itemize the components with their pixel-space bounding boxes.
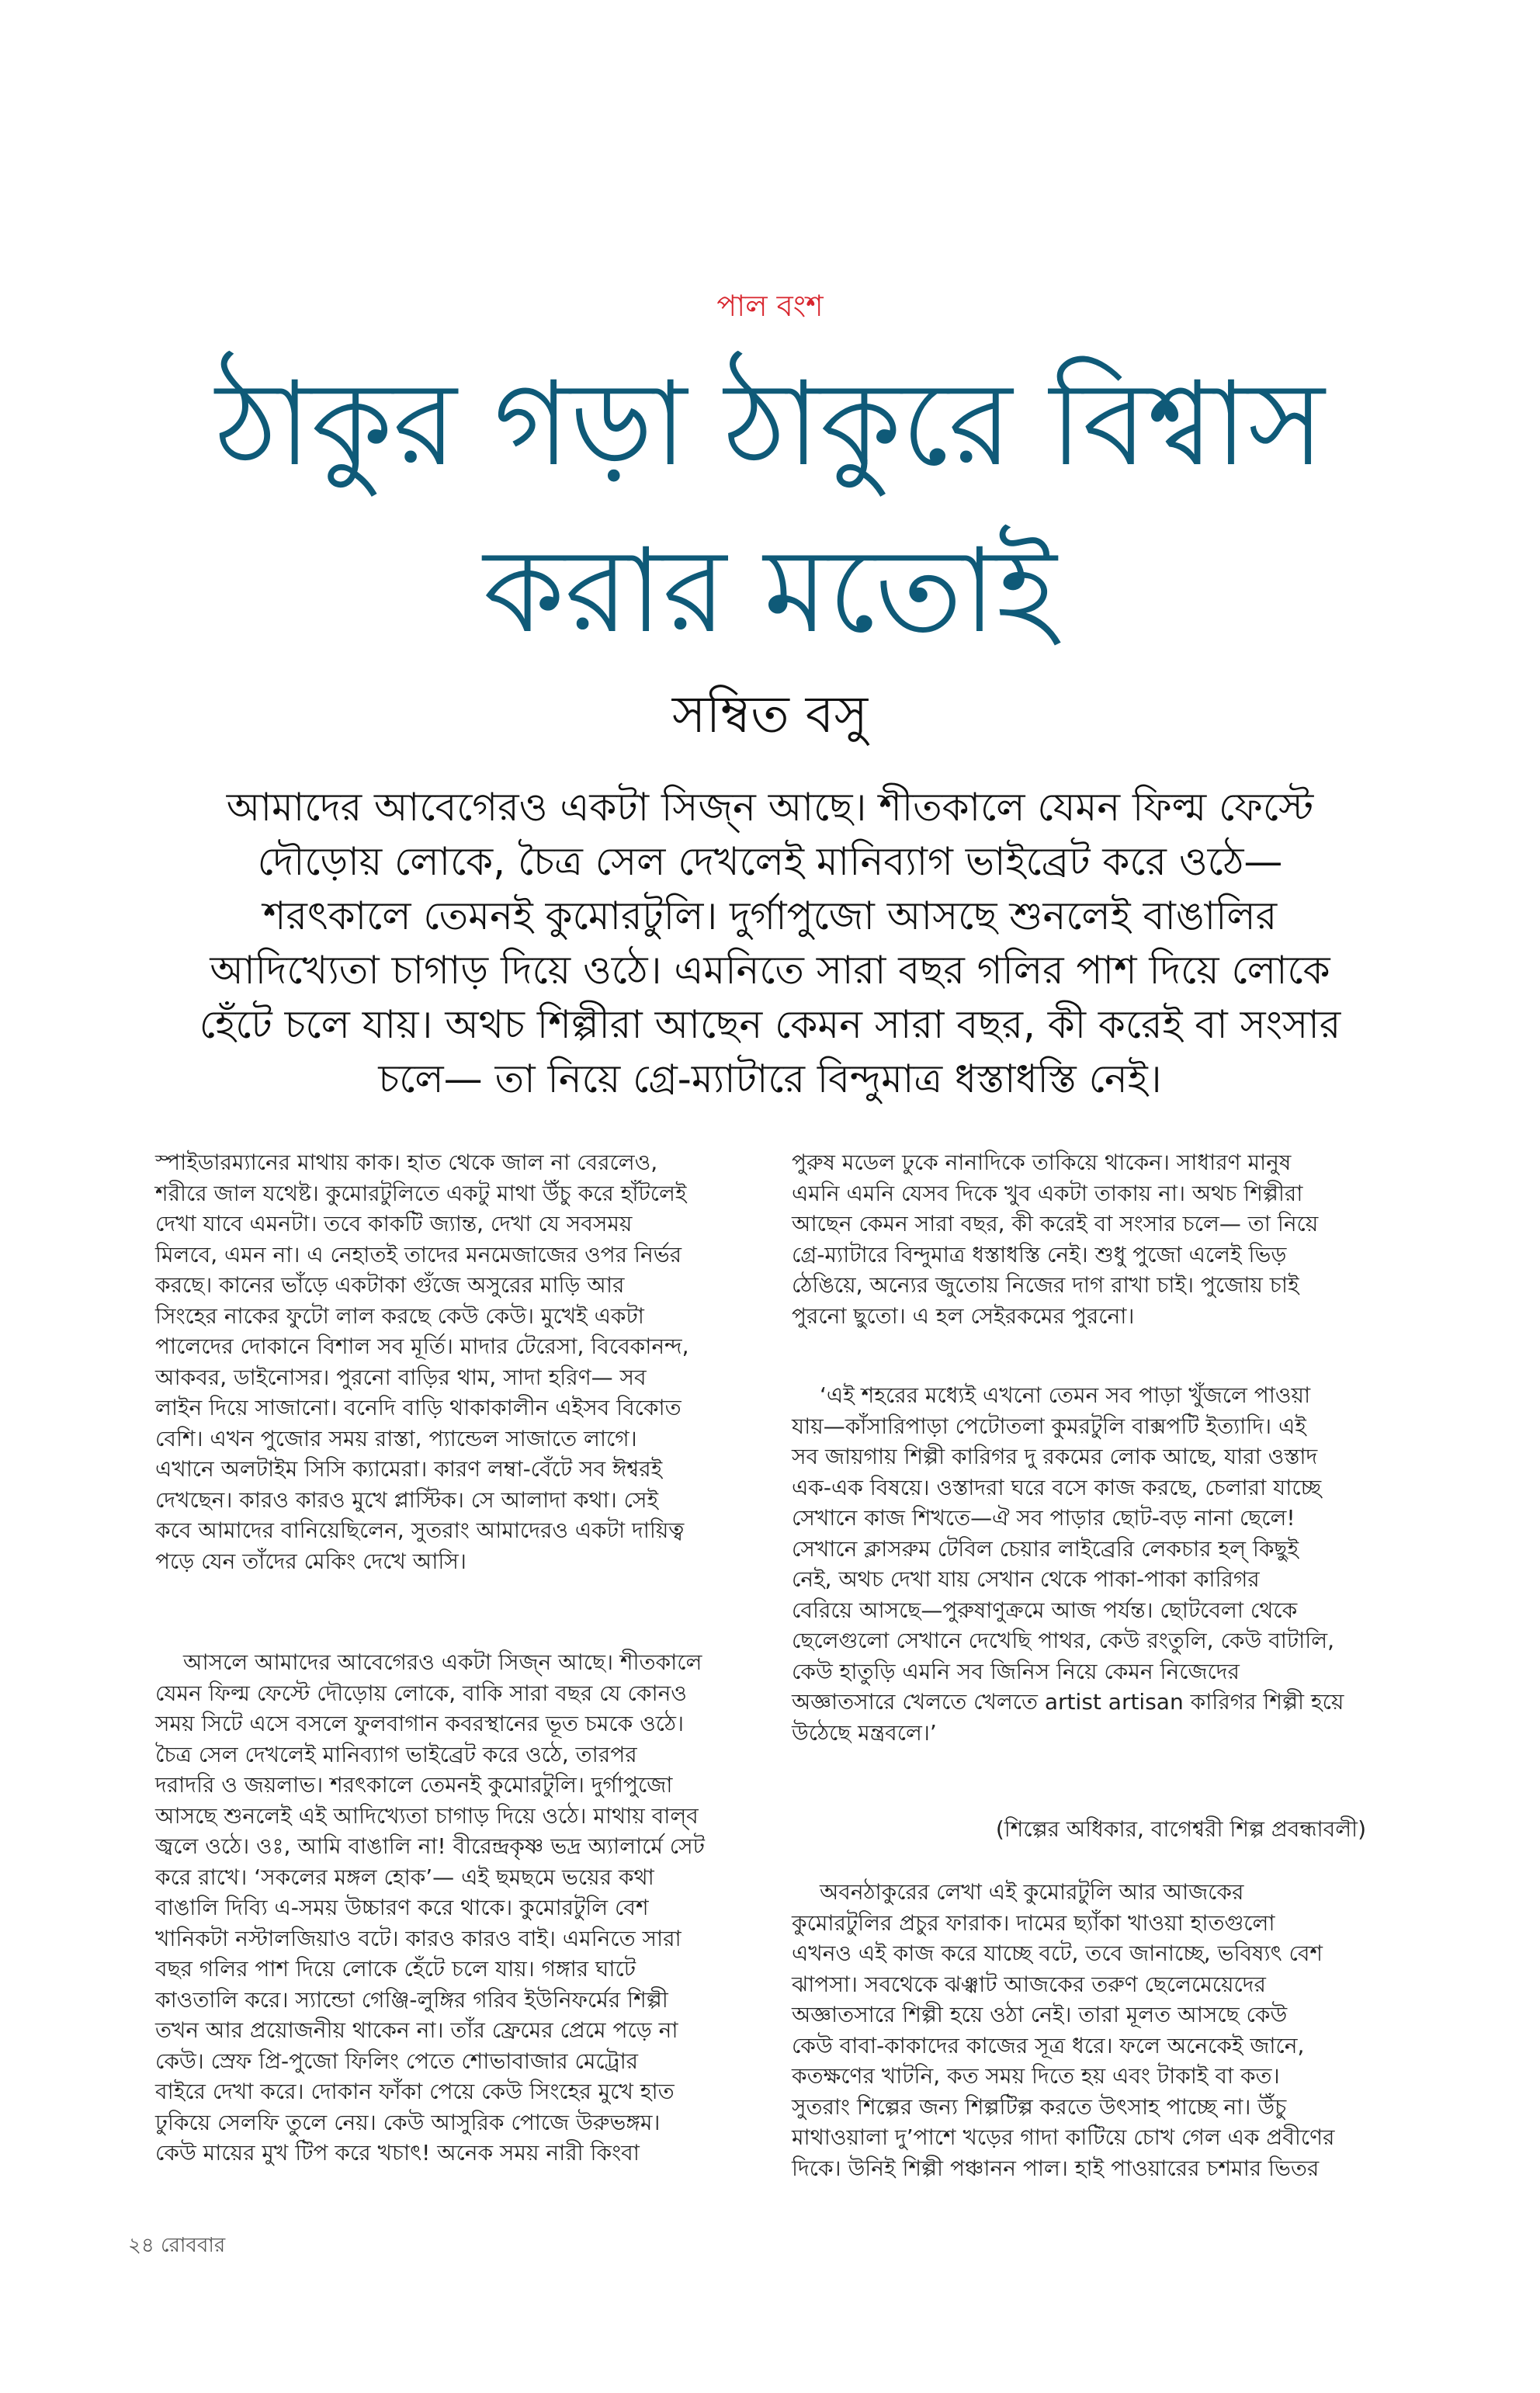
body-text-line: লাইন দিয়ে সাজানো। বনেদি বাড়ি থাকাকালীন এইসব বিকোত — [155, 1395, 682, 1420]
body-text-line: চৈত্র সেল দেখলেই মানিব্যাগ ভাইব্রেট করে ওঠে, তারপর — [155, 1741, 637, 1767]
body-text-line: পালেদের দোকানে বিশাল সব মূর্তি। মাদার টেরেসা, বিবেকানন্দ, — [155, 1333, 689, 1359]
intro-line: শরৎকালে তেমনই কুমোরটুলি। দুর্গাপুজো আসছে শুনলেই বাঙালির — [262, 893, 1278, 938]
body-text-line: মিলবে, এমন না। এ নেহাতই তাদের মনমেজাজের ওপর নির্ভর — [155, 1241, 682, 1268]
author-byline: সম্বিত বসু — [671, 685, 869, 744]
body-text-line: দিকে। উনিই শিল্পী পঞ্চানন পাল। হাই পাওয়ারের চশমার ভিতর — [792, 2155, 1320, 2181]
body-text-line: বেরিয়ে আসছে—পুরুষাণুক্রমে আজ পর্যন্ত। ছোটবেলা থেকে — [792, 1597, 1298, 1623]
body-text-line: করছে। কানের ভাঁড়ে একটাকা গুঁজে অসুরের মাড়ি আর — [155, 1272, 625, 1298]
body-text-line: ঝাপসা। সবথেকে ঝঞ্ঝাট আজকের তরুণ ছেলেমেয়েদের — [792, 1971, 1266, 1997]
intro-line: দৌড়োয় লোকে, চৈত্র সেল দেখলেই মানিব্যাগ ভাইব্রেট করে ওঠে— — [257, 839, 1283, 884]
body-text-line: অবনঠাকুরের লেখা এই কুমোরটুলি আর আজকের — [820, 1879, 1244, 1905]
body-text-line: ছেলেগুলো সেখানে দেখেছি পাথর, কেউ রংতুলি, কেউ বাটালি, — [792, 1628, 1334, 1653]
article-title — [0, 342, 1540, 675]
body-text-line: বাঙালি দিব্যি এ-সময় উচ্চারণ করে থাকে। কুমোরটুলি বেশ — [155, 1895, 649, 1920]
body-text-line: পড়ে যেন তাঁদের মেকিং দেখে আসি। — [155, 1548, 467, 1574]
right-col-para-3 — [792, 1877, 1334, 2183]
body-text-line: উঠেছে মন্ত্রবলে।’ — [792, 1719, 937, 1746]
body-text-line: আসলে আমাদের আবেগেরও একটা সিজ্‌ন আছে। শীতকালে — [183, 1649, 702, 1675]
body-text-line: আসছে শুনলেই এই আদিখ্যেতা চাগাড় দিয়ে ওঠে। মাথায় বাল্‌ব — [155, 1802, 699, 1829]
body-text-line: আকবর, ডাইনোসর। পুরনো বাড়ির থাম, সাদা হরিণ— সব — [155, 1364, 647, 1390]
body-text-line: বেশি। এখন পুজোর সময় রাস্তা, প্যান্ডেল সাজাতে লাগে। — [155, 1425, 637, 1451]
quote-citation: (শিল্পের অধিকার, বাগেশ্বরী শিল্প প্রবন্ধাবলী) — [995, 1816, 1366, 1842]
body-text-line: সব জায়গায় শিল্পী কারিগর দু রকমের লোক আছে, যারা ওস্তাদ — [792, 1444, 1318, 1469]
body-text-line: সুতরাং শিল্পের জন্য শিল্পটিল্প করতে উৎসাহ পাচ্ছে না। উঁচু — [792, 2093, 1287, 2120]
body-text-line: মাথাওয়ালা দু’পাশে খড়ের গাদা কাটিয়ে চোখ গেল এক প্রবীণের — [792, 2124, 1335, 2150]
intro-line: আদিখ্যেতা চাগাড় দিয়ে ওঠে। এমনিতে সারা বছর গলির পাশ দিয়ে লোকে — [210, 948, 1330, 993]
body-text-line: দেখা যাবে এমনটা। তবে কাকটি জ্যান্ত, দেখা যে সবসময় — [155, 1211, 633, 1236]
section-kicker: পাল বংশ — [716, 289, 824, 323]
body-text-line: সেখানে কাজ শিখতে—ঐ সব পাড়ার ছোট-বড় নানা ছেলে! — [792, 1505, 1295, 1531]
body-text-line: জ্বলে ওঠে। ওঃ, আমি বাঙালি না! বীরেন্দ্রকৃষ্ণ ভদ্র অ্যালার্মে সেট — [155, 1833, 705, 1859]
body-text-line: তখন আর প্রয়োজনীয় থাকেন না। তাঁর ফ্রেমের প্রেমে পড়ে না — [155, 2017, 678, 2043]
body-text-line: গ্রে-ম্যাটারে বিন্দুমাত্র ধস্তাধস্তি নেই। শুধু পুজো এলেই ভিড় — [792, 1241, 1287, 1268]
body-text-line: বাইরে দেখা করে। দোকান ফাঁকা পেয়ে কেউ সিংহের মুখে হাত — [155, 2079, 675, 2104]
body-text-line: পুরনো ছুতো। এ হল সেইরকমের পুরনো। — [792, 1302, 1135, 1329]
body-text-line: করে রাখে। ‘সকলের মঙ্গল হোক’— এই ছমছমে ভয়ের কথা — [155, 1864, 654, 1890]
body-text-line: কেউ বাবা-কাকাদের কাজের সূত্র ধরে। ফলে অনেকেই জানে, — [792, 2032, 1305, 2058]
left-col-para-1 — [155, 1147, 688, 1576]
body-text-line: পুরুষ মডেল ঢুকে নানাদিকে তাকিয়ে থাকেন। সাধারণ মানুষ — [792, 1150, 1292, 1175]
body-text-line: নেই, অথচ দেখা যায় সেখান থেকে পাকা-পাকা কারিগর — [792, 1566, 1260, 1592]
body-text-line: এক-এক বিষয়ে। ওস্তাদরা ঘরে বসে কাজ করছে, চেলারা যাচ্ছে — [792, 1474, 1322, 1500]
body-text-line: এখনও এই কাজ করে যাচ্ছে বটে, তবে জানাচ্ছে, ভবিষ্যৎ বেশ — [792, 1940, 1323, 1966]
body-text-line: কেউ হাতুড়ি এমনি সব জিনিস নিয়ে কেমন নিজেদের — [792, 1658, 1240, 1684]
body-text-line: ‘এই শহরের মধ্যেই এখনো তেমন সব পাড়া খুঁজলে পাওয়া — [820, 1382, 1311, 1408]
body-text-line: দরাদরি ও জয়লাভ। শরৎকালে তেমনই কুমোরটুলি। দুর্গাপুজো — [155, 1772, 673, 1798]
body-text-line: সেখানে ক্লাসরুম টেবিল চেয়ার লাইব্রেরি লেকচার হল্‌ কিছুই — [792, 1535, 1299, 1562]
body-text-line: শরীরে জাল যথেষ্ট। কুমোরটুলিতে একটু মাথা উঁচু করে হাঁটলেই — [155, 1180, 687, 1206]
page-footer: ২৪ রোববার — [128, 2234, 226, 2257]
body-text-line: এখানে অলটাইম সিসি ক্যামেরা। কারণ লম্বা-বেঁটে সব ঈশ্বরই — [155, 1456, 663, 1482]
body-text-line: দেখছেন। কারও কারও মুখে প্লাস্টিক। সে আলাদা কথা। সেই — [155, 1486, 659, 1513]
body-text-line: অজ্ঞাতসারে শিল্পী হয়ে ওঠা নেই। তারা মূলত আসছে কেউ — [792, 2002, 1288, 2027]
body-text-line: যায়—কাঁসারিপাড়া পেটোতলা কুমরটুলি বাক্সপটি ইত্যাদি। এই — [792, 1413, 1306, 1439]
intro-standfirst — [0, 780, 1540, 1106]
body-text-line: কেউ। স্রেফ প্রি-পুজো ফিলিং পেতে শোভাবাজার মেট্রোর — [155, 2048, 639, 2074]
body-text-line: কুমোরটুলির প্রচুর ফারাক। দামের ছ্যাঁকা খাওয়া হাতগুলো — [792, 1909, 1275, 1936]
body-text-line: কতক্ষণের খাটনি, কত সময় দিতে হয় এবং টাকাই বা কত। — [792, 2063, 1280, 2089]
title-line: করার মতোই — [483, 524, 1057, 659]
body-text-line: যেমন ফিল্ম ফেস্টে দৌড়োয় লোকে, বাকি সারা বছর যে কোনও — [155, 1680, 687, 1706]
right-col-para-1 — [792, 1147, 1318, 1331]
body-text-line: ঢুকিয়ে সেলফি তুলে নেয়। কেউ আসুরিক পোজে উরুভঙ্গম। — [155, 2109, 661, 2135]
body-text-line: বছর গলির পাশ দিয়ে লোকে হেঁটে চলে যায়। গঙ্গার ঘাটে — [155, 1956, 636, 1982]
intro-line: চলে— তা নিয়ে গ্রে-ম্যাটারে বিন্দুমাত্র ধস্তাধস্তি নেই। — [378, 1056, 1162, 1101]
body-text-line: স্পাইডারম্যানের মাথায় কাক। হাত থেকে জাল না বেরলেও, — [155, 1150, 658, 1175]
body-text-line: আছেন কেমন সারা বছর, কী করেই বা সংসার চলে— তা নিয়ে — [792, 1211, 1319, 1236]
body-text-line: ঠেঙিয়ে, অন্যের জুতোয় নিজের দাগ রাখা চাই। পুজোয় চাই — [792, 1272, 1299, 1298]
right-col-para-2 — [792, 1380, 1344, 1748]
body-text-line: খানিকটা নস্টালজিয়াও বটে। কারও কারও বাই। এমনিতে সারা — [155, 1925, 682, 1951]
title-line: ঠাকুর গড়া ঠাকুরে বিশ্বাস — [215, 357, 1325, 492]
body-text-line: অজ্ঞাতসারে খেলতে খেলতে artist artisan কারিগর শিল্পী হয়ে — [792, 1689, 1344, 1715]
body-text-line: কেউ মায়ের মুখ টিপ করে খচাৎ! অনেক সময় নারী কিংবা — [155, 2140, 640, 2166]
body-text-line: সিংহের নাকের ফুটো লাল করছে কেউ কেউ। মুখেই একটা — [155, 1302, 644, 1329]
body-text-line: কাওতালি করে। স্যান্ডো গেঞ্জি-লুঙ্গির গরিব ইউনিফর্মের শিল্পী — [155, 1986, 668, 2013]
left-col-para-2 — [155, 1647, 705, 2169]
body-text-line: এমনি এমনি যেসব দিকে খুব একটা তাকায় না। অথচ শিল্পীরা — [792, 1180, 1303, 1206]
body-text-line: সময় সিটে এসে বসলে ফুলবাগান কবরস্থানের ভূত চমকে ওঠে। — [155, 1711, 685, 1736]
intro-line: আমাদের আবেগেরও একটা সিজ্‌ন আছে। শীতকালে যেমন ফিল্ম ফেস্টে — [226, 785, 1314, 830]
intro-line: হেঁটে চলে যায়। অথচ শিল্পীরা আছেন কেমন সারা বছর, কী করেই বা সংসার — [199, 1002, 1341, 1047]
body-text-line: কবে আমাদের বানিয়েছিলেন, সুতরাং আমাদেরও একটা দায়িত্ব — [155, 1517, 685, 1543]
